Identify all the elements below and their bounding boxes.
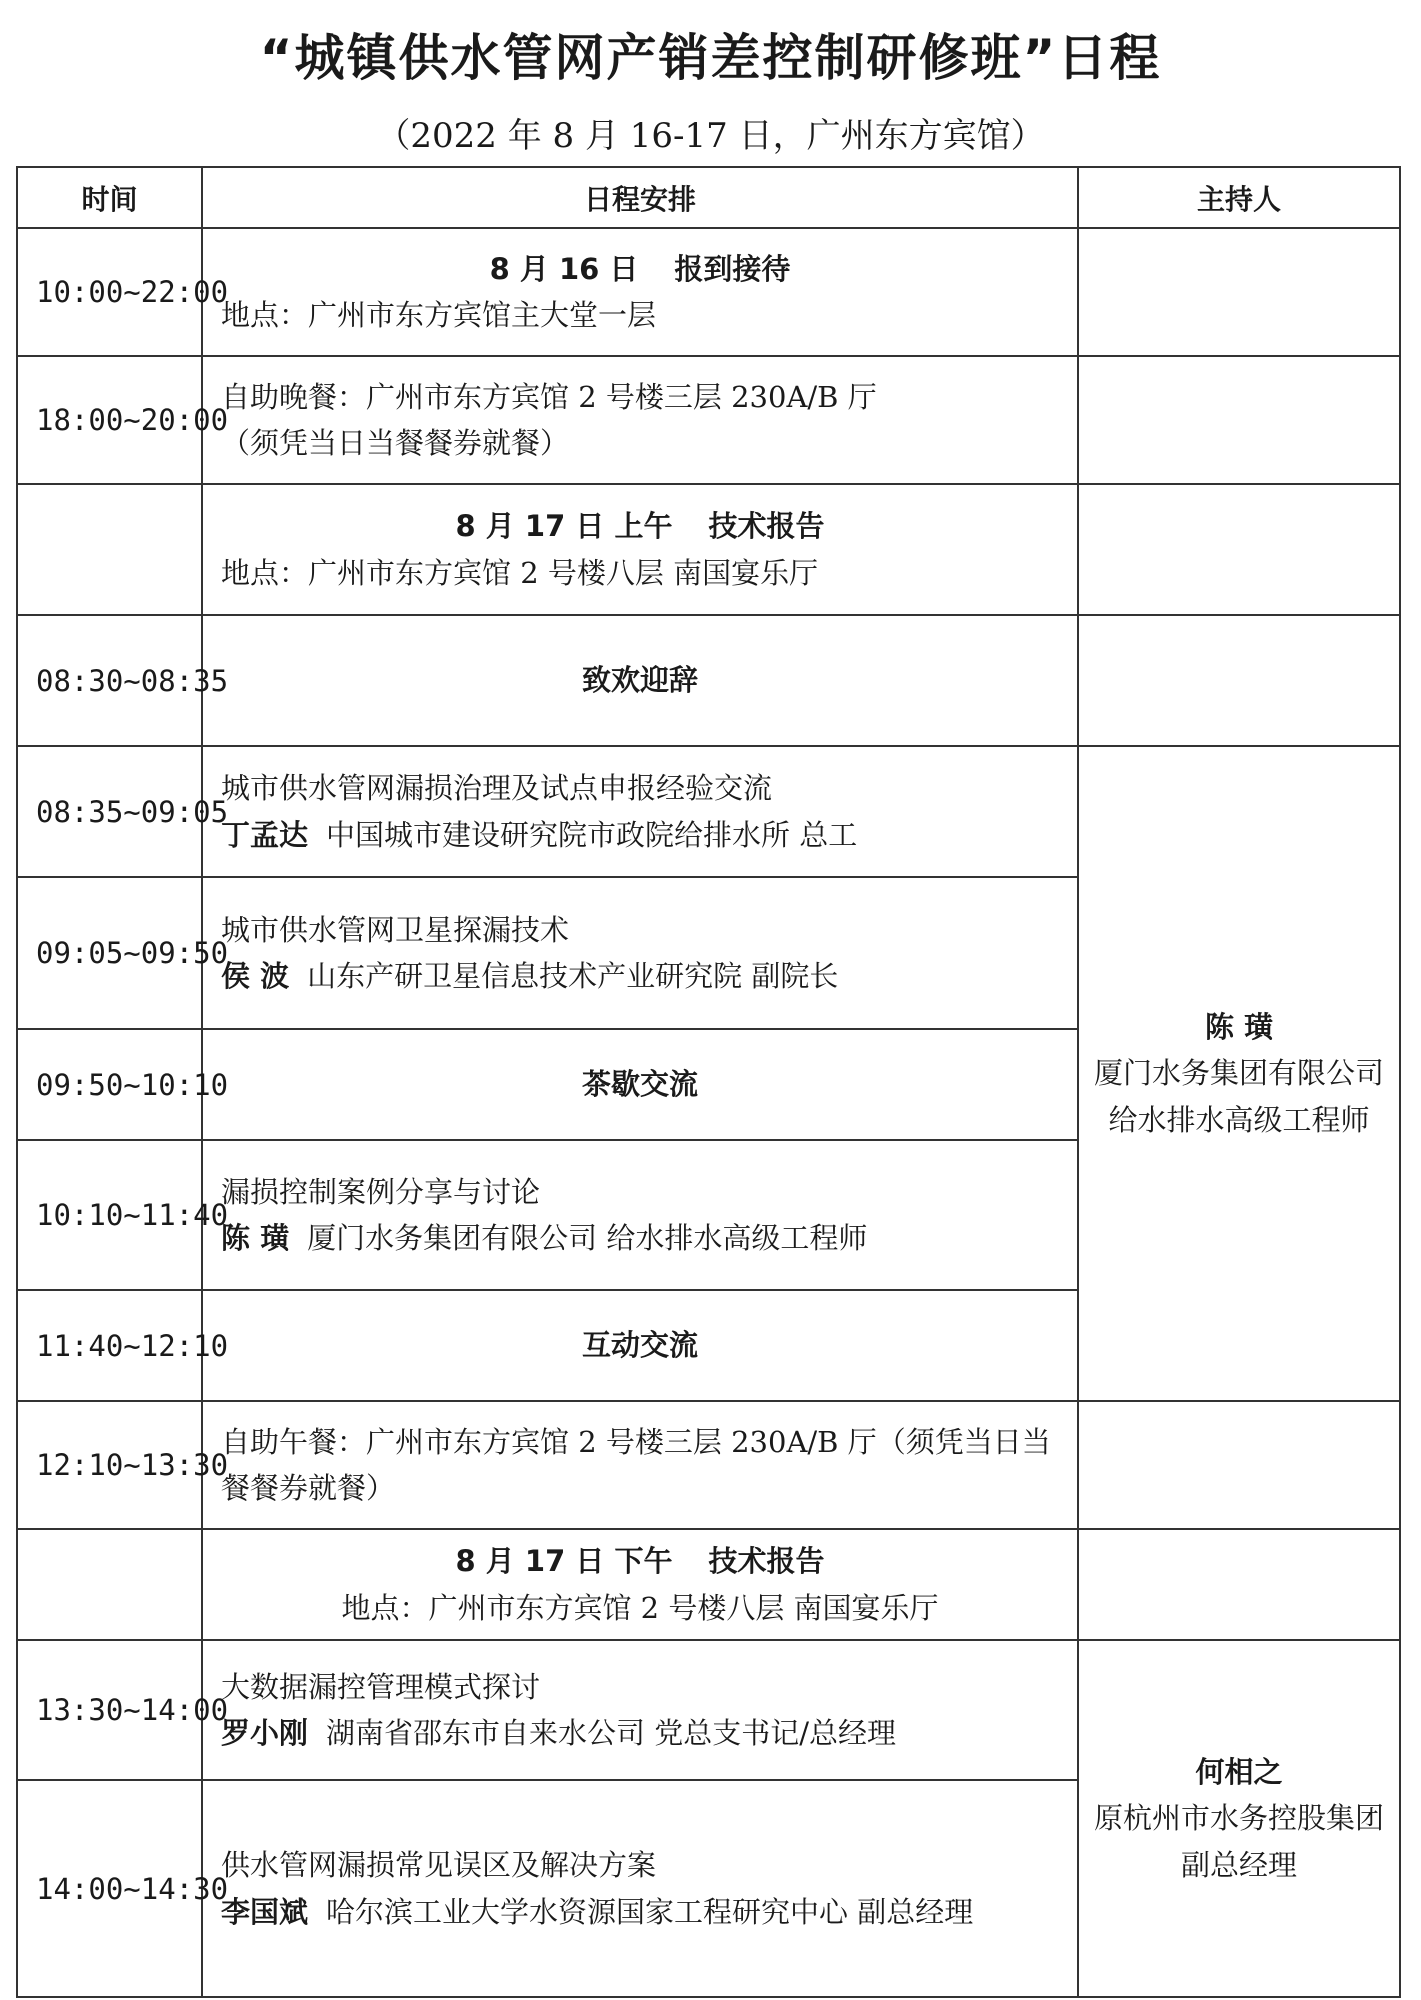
talk-topic: 漏损控制案例分享与讨论: [221, 1174, 541, 1209]
row-time: 18:00~20:00: [17, 356, 202, 484]
row-host: [1078, 1529, 1400, 1640]
location-text: 地点：广州市东方宾馆主大堂一层: [221, 298, 657, 332]
speaker-affiliation: 厦门水务集团有限公司 给水排水高级工程师: [307, 1221, 868, 1255]
row-schedule: [202, 1140, 1078, 1290]
speaker-name: 侯 波: [221, 959, 290, 993]
speaker-affiliation: 山东产研卫星信息技术产业研究院 副院长: [307, 959, 839, 993]
table-row: [17, 615, 1400, 746]
row-time: 11:40~12:10: [17, 1290, 202, 1401]
day-heading-topic: 技术报告: [708, 1544, 825, 1579]
table-row: [17, 356, 1400, 484]
speaker-name: 陈 璜: [221, 1221, 290, 1255]
row-schedule: [202, 1529, 1078, 1640]
row-time: 13:30~14:00: [17, 1640, 202, 1780]
speaker-name: 丁孟达: [221, 817, 309, 852]
row-schedule: 互动交流: [202, 1290, 1078, 1401]
row-time: 10:00~22:00: [17, 228, 202, 356]
table-row: [17, 1529, 1400, 1640]
location-text: 地点：广州市东方宾馆 2 号楼八层 南国宴乐厅: [221, 555, 819, 590]
row-schedule: 致欢迎辞: [202, 615, 1078, 746]
talk-topic: 供水管网漏损常见误区及解决方案: [221, 1848, 657, 1883]
row-schedule: [202, 356, 1078, 484]
row-time: 09:50~10:10: [17, 1029, 202, 1140]
talk-topic: 大数据漏控管理模式探讨: [221, 1669, 541, 1704]
host-title-2: 副总经理: [1180, 1847, 1297, 1882]
row-time: 10:10~11:40: [17, 1140, 202, 1290]
row-time: 14:00~14:30: [17, 1780, 202, 1997]
page-subtitle: （2022 年 8 月 16-17 日，广州东方宾馆）: [376, 116, 1045, 156]
table-row: [17, 1640, 1400, 1780]
host-name: 何相之: [1195, 1754, 1283, 1789]
speaker-affiliation: 湖南省邵东市自来水公司 党总支书记/总经理: [326, 1716, 897, 1750]
row-schedule: [202, 1780, 1078, 1997]
page-title: “城镇供水管网产销差控制研修班”日程: [259, 29, 1162, 87]
table-row: [17, 1401, 1400, 1529]
row-time: 09:05~09:50: [17, 877, 202, 1029]
speaker-affiliation: 哈尔滨工业大学水资源国家工程研究中心 副总经理: [326, 1894, 974, 1929]
day-heading-topic: 技术报告: [708, 509, 825, 544]
row-time: 08:35~09:05: [17, 746, 202, 877]
host-name: 陈 璜: [1204, 1009, 1274, 1044]
afternoon-host: [1078, 1640, 1400, 1997]
day-heading-date: 8 月 16 日: [489, 251, 639, 286]
header-time: 时间: [17, 167, 202, 228]
row-time: 08:30~08:35: [17, 615, 202, 746]
table-header-row: [17, 167, 1400, 228]
speaker-name: 罗小刚: [221, 1716, 309, 1750]
morning-host: [1078, 746, 1400, 1401]
row-time: [17, 1529, 202, 1640]
row-schedule: [202, 746, 1078, 877]
speaker-affiliation: 中国城市建设研究院市政院给排水所 总工: [326, 817, 858, 852]
dinner-note: （须凭当日当餐餐券就餐）: [221, 426, 570, 460]
row-schedule: 茶歇交流: [202, 1029, 1078, 1140]
row-host: [1078, 484, 1400, 615]
day-heading-date: 8 月 17 日 下午: [455, 1544, 673, 1579]
row-schedule: [202, 484, 1078, 615]
dinner-text: 自助晚餐：广州市东方宾馆 2 号楼三层 230A/B 厅: [221, 379, 877, 414]
row-schedule: [202, 1640, 1078, 1780]
row-time: [17, 484, 202, 615]
table-row: [17, 746, 1400, 877]
header-host: 主持人: [1078, 167, 1400, 228]
host-title: 原杭州市水务控股集团: [1093, 1801, 1384, 1836]
schedule-table: [16, 166, 1401, 1998]
host-title: 厦门水务集团有限公司 给水排水高级工程师: [1093, 1056, 1384, 1137]
location-text: 地点：广州市东方宾馆 2 号楼八层 南国宴乐厅: [341, 1590, 939, 1625]
day-heading-topic: 报到接待: [674, 251, 791, 286]
table-row: [17, 484, 1400, 615]
row-host: [1078, 615, 1400, 746]
row-host: [1078, 1401, 1400, 1529]
row-time: 12:10~13:30: [17, 1401, 202, 1529]
row-schedule: 自助午餐：广州市东方宾馆 2 号楼三层 230A/B 厅（须凭当日当餐餐券就餐）: [202, 1401, 1078, 1529]
day-heading-date: 8 月 17 日 上午: [455, 509, 673, 544]
header-schedule: 日程安排: [202, 167, 1078, 228]
speaker-name: 李国斌: [221, 1894, 309, 1929]
row-host: [1078, 356, 1400, 484]
row-schedule: [202, 877, 1078, 1029]
row-host: [1078, 228, 1400, 356]
table-row: [17, 228, 1400, 356]
talk-topic: 城市供水管网卫星探漏技术: [221, 912, 570, 947]
talk-topic: 城市供水管网漏损治理及试点申报经验交流: [221, 771, 773, 806]
row-schedule: [202, 228, 1078, 356]
